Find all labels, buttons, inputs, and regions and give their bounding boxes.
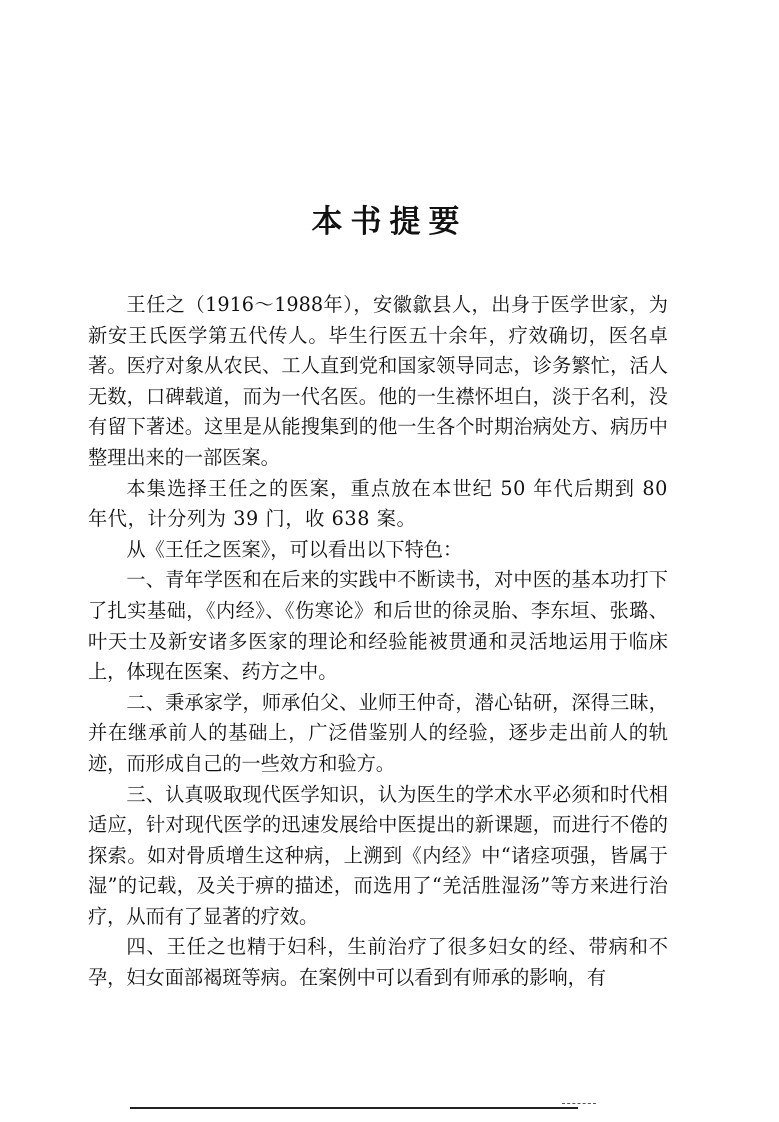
paragraph-biography: 王任之（1916～1988年），安徽歙县人，出身于医学世家，为新安王氏医学第五代传人。毕生行医五十余年，疗效确切，医名卓著。医疗对象从农民、工人直到党和国家领导同志，诊务繁忙，活人无数，口碑载道，而为一代名医。他的一生襟怀坦白，淡于名利，没有留下著述。这里是从能搜集到的他一生各个时期治病处方、病历中整理出来的一部医案。 xyxy=(88,293,668,469)
paragraph-feature-2: 二、秉承家学，师承伯父、业师王仲奇，潜心钻研，深得三昧，并在继承前人的基础上，广泛借鉴别人的经验，逐步走出前人的轨迹，而形成自己的一些效方和验方。 xyxy=(88,690,668,775)
footer-rule xyxy=(130,1107,578,1109)
paragraph-feature-4: 四、王任之也精于妇科，生前治疗了很多妇女的经、带病和不孕，妇女面部褐斑等病。在案例中可以看到有师承的影响，有 xyxy=(88,935,668,990)
paragraph-feature-1: 一、青年学医和在后来的实践中不断读书，对中医的基本功打下了扎实基础，《内经》、《伤寒论》和后世的徐灵胎、李东垣、张璐、叶天士及新安诸多医家的理论和经验能被贯通和灵活地运用于临床上，体现在医案、药方之中。 xyxy=(88,568,668,684)
paragraph-scope: 本集选择王任之的医案，重点放在本世纪 50 年代后期到 80 年代，计分列为 39 门，收 638 案。 xyxy=(88,476,668,531)
footer-rule-tail xyxy=(562,1103,596,1104)
page-title: 本书提要 xyxy=(311,204,468,240)
summary-body xyxy=(88,290,668,994)
paragraph-features-intro: 从《王任之医案》，可以看出以下特色： xyxy=(126,537,463,561)
paragraph-feature-3: 三、认真吸取现代医学知识，认为医生的学术水平必须和时代相适应，针对现代医学的迅速发展给中医提出的新课题，而进行不倦的探索。如对骨质增生这种病，上溯到《内经》中“诸痉项强，皆属于湿”的记载，及关于痹的描述，而选用了“羌活胜湿汤”等方来进行治疗，从而有了显著的疗效。 xyxy=(88,782,668,928)
